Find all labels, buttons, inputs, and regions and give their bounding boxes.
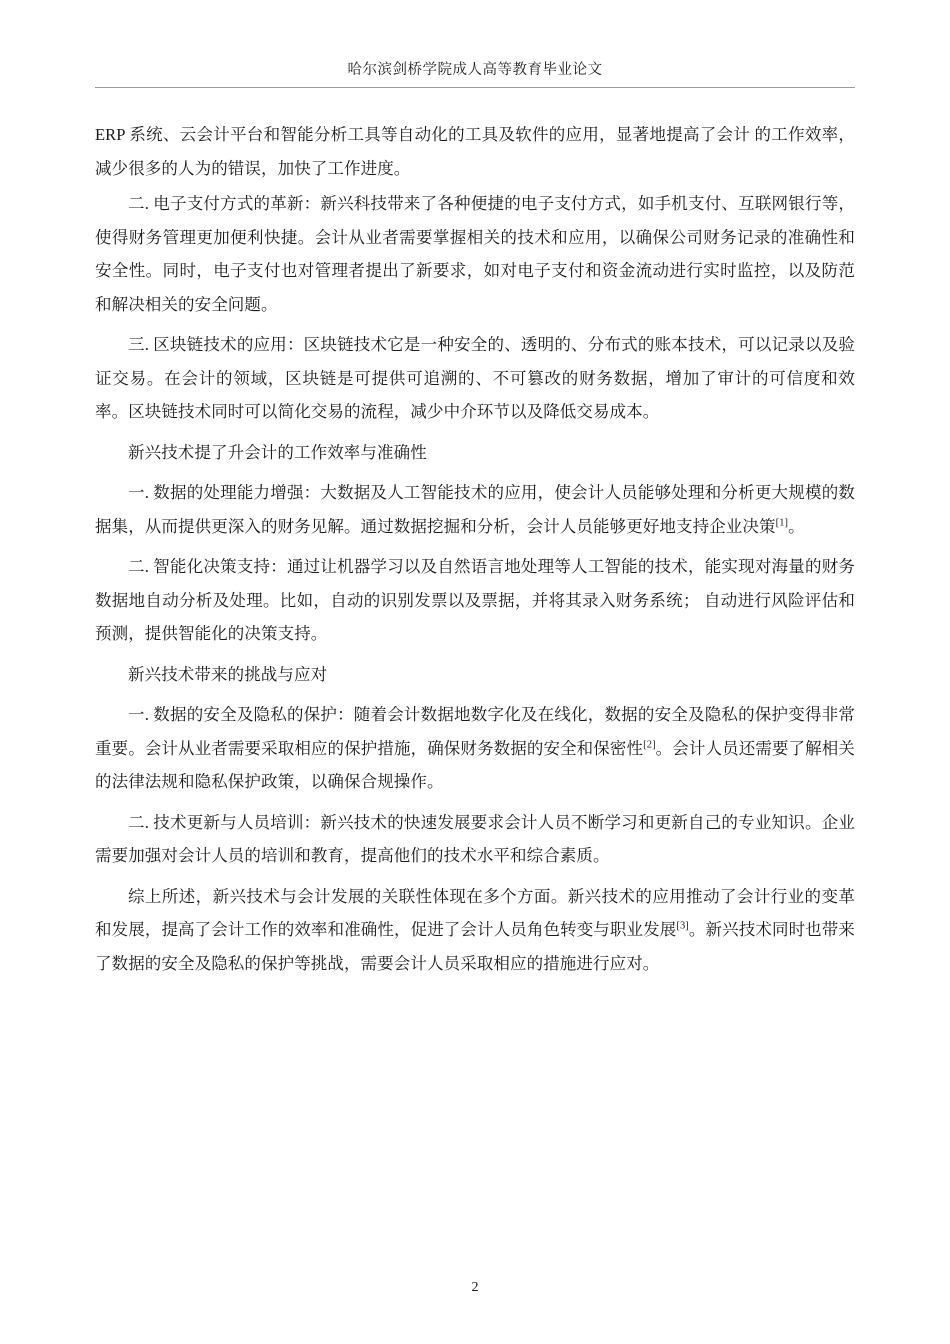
paragraph-text: 综上所述，新兴技术与会计发展的关联性体现在多个方面。新兴技术的应用推动了会计行业的变革和发展，提高了会计工作的效率和准确性，促进了会计人员角色转变与职业发展 — [95, 886, 855, 939]
paragraph-blockchain — [95, 328, 855, 429]
header-title: 哈尔滨剑桥学院成人高等教育毕业论文 — [347, 62, 603, 78]
heading-text: 新兴技术带来的挑战与应对 — [128, 664, 328, 684]
paragraph-summary — [95, 880, 855, 981]
paragraph-text: 二. 技术更新与人员培训：新兴技术的快速发展要求会计人员不断学习和更新自己的专业知识。企业需要加强对会计人员的培训和教育，提高他们的技术水平和综合素质。 — [95, 812, 855, 865]
paragraph-text: 三. 区块链技术的应用：区块链技术它是一种安全的、透明的、分布式的账本技术，可以记录以及验证交易。在会计的领域，区块链是可提供可追溯的、不可篡改的财务数据，增加了审计的可信度和效率。区块链技术同时可以简化交易的流程，减少中介环节以及降低交易成本。 — [95, 335, 855, 421]
paragraph-text: 二. 智能化决策支持：通过让机器学习以及自然语言地处理等人工智能的技术，能实现对海量的财务数据地自动分析及处理。比如，自动的识别发票以及票据，并将其录入财务系统； 自动进行风险评估和预测，提供智能化的决策支持。 — [95, 557, 855, 643]
paragraph-text-tail: 。新兴技术同时也带来了数据的安全及隐私的保护等挑战，需要会计人员采取相应的措施进行应对。 — [95, 920, 856, 973]
footnote-reference-3: [3] — [676, 920, 689, 932]
heading-text: 新兴技术提了升会计的工作效率与准确性 — [128, 442, 427, 462]
page-header — [0, 0, 950, 88]
paragraph-decision-support — [95, 550, 855, 651]
paragraph-electronic-payment — [95, 187, 855, 321]
heading-challenge — [95, 658, 855, 692]
paragraph-text: 二. 电子支付方式的革新：新兴科技带来了各种便捷的电子支付方式，如手机支付、互联网银行等，使得财务管理更加便利快捷。会计从业者需要掌握相关的技术和应用，以确保公司财务记录的准确性和安全性。同时，电子支付也对管理者提出了新要求，如对电子支付和资金流动进行实时监控，以及防范和解决相关的安全问题。 — [95, 194, 855, 314]
paragraph-text-tail: 。会计人员还需要了解相关的法律法规和隐私保护政策，以确保合规操作。 — [95, 738, 855, 791]
page-footer — [0, 1278, 950, 1296]
heading-efficiency — [95, 436, 855, 470]
paragraph-text: ERP 系统、云会计平台和智能分析工具等自动化的工具及软件的应用，显著地提高了会计 的工作效率，减少很多的人为的错误，加快了工作进度。 — [95, 125, 855, 178]
paragraph-data-security — [95, 698, 855, 799]
paragraph-data-processing — [95, 476, 855, 543]
paragraph-text: 一. 数据的处理能力增强：大数据及人工智能技术的应用，使会计人员能够处理和分析更大规模的数据集，从而提供更深入的财务见解。通过数据挖掘和分析，会计人员能够更好地支持企业决策 — [95, 483, 855, 536]
paragraph-training — [95, 806, 855, 873]
paragraph-erp — [95, 118, 855, 185]
footnote-reference-2: [2] — [643, 739, 656, 750]
paragraph-text-tail: 。 — [788, 516, 805, 536]
document-body — [95, 118, 855, 982]
page-number: 2 — [471, 1280, 479, 1295]
paragraph-text: 一. 数据的安全及隐私的保护：随着会计数据地数字化及在线化，数据的安全及隐私的保护变得非常重要。会计从业者需要采取相应的保护措施，确保财务数据的安全和保密性 — [95, 705, 855, 758]
footnote-reference-1: [1] — [775, 517, 789, 528]
header-divider — [95, 87, 855, 88]
